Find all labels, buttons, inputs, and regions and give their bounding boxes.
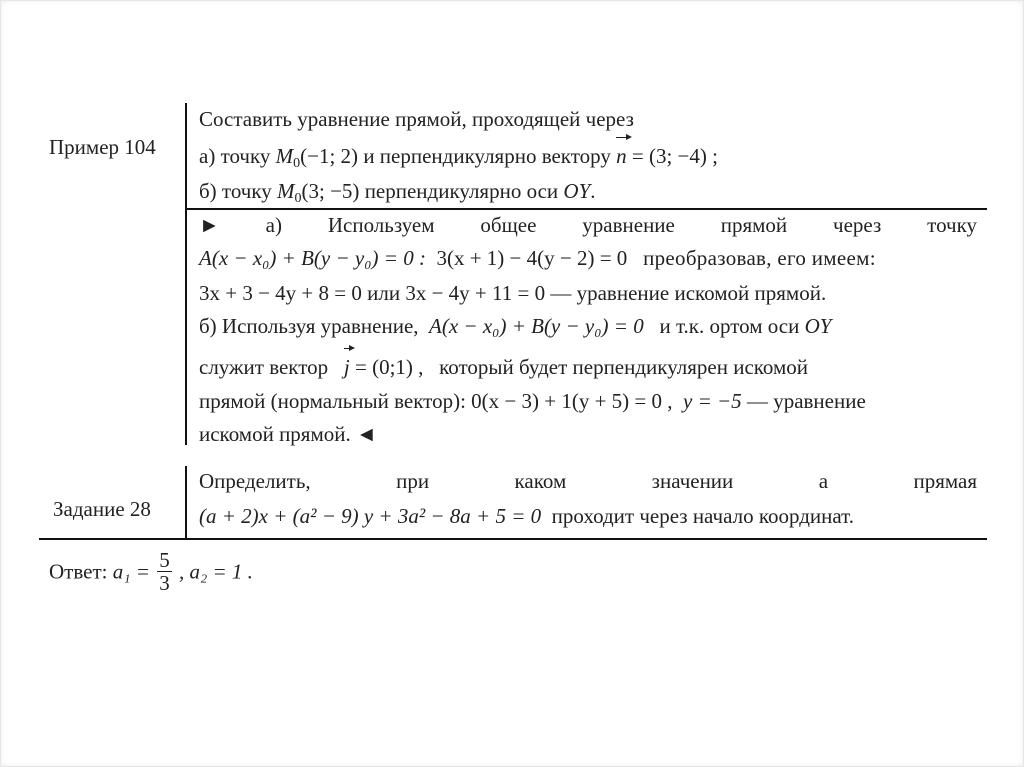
item-a-prefix: а) точку: [199, 144, 271, 168]
item-b-axis: OY: [563, 179, 591, 203]
line5-text: служит вектор: [199, 355, 329, 379]
line2-eq: 3(x + 1) − 4(y − 2) = 0: [436, 246, 628, 270]
line6-text: прямой (нормальный вектор):: [199, 389, 466, 413]
line6-eq2: y = −5: [683, 389, 742, 413]
solution-line-5: [199, 355, 808, 379]
answer: [49, 549, 253, 594]
item-a-point-sub: 0: [293, 156, 301, 171]
line6-eq: 0(x − 3) + 1(y + 5) = 0 ,: [471, 389, 673, 413]
item-b-end: .: [590, 179, 596, 203]
item-b-point-name: M: [277, 179, 295, 203]
fraction-numerator: 5: [159, 548, 170, 572]
line5-vector-value: = (0;1) ,: [349, 355, 424, 379]
example-item-b: [199, 179, 596, 211]
line6-text2: — уравнение: [746, 389, 866, 413]
assignment-divider-vertical: [185, 466, 187, 538]
line2-formula: A(x − x₀) + B(y − y₀) = 0 :: [199, 246, 426, 270]
example-divider-horizontal: [185, 208, 987, 210]
example-divider-vertical: [185, 103, 187, 445]
item-b-middle: перпендикулярно оси: [364, 179, 559, 203]
item-b-point-coords: (3; −5): [301, 179, 360, 203]
assignment-line-1: Определить, при каком значении a прямая: [199, 469, 977, 493]
line3-eq2: 3x − 4y + 11 = 0: [405, 281, 546, 305]
example-item-a: [199, 144, 718, 176]
line2-text: преобразовав, его имеем:: [643, 246, 876, 270]
item-b-point-sub: 0: [294, 191, 302, 206]
item-a-vector-value: = (3; −4) ;: [626, 144, 718, 168]
solution-line-7: искомой прямой. ◄: [199, 422, 377, 446]
solution-line-1: ► а) Используем общее уравнение прямой через точку: [199, 213, 977, 237]
answer-label: Ответ:: [49, 559, 108, 584]
item-b-prefix: б) точку: [199, 179, 272, 203]
line3-eq1: 3x + 3 − 4y + 8 = 0: [199, 281, 362, 305]
answer-a2: , a₂ = 1 .: [178, 559, 253, 584]
solution-line-3: [199, 281, 826, 305]
example-label: Пример 104: [49, 135, 156, 159]
vector-j: j: [343, 355, 350, 379]
example-task-intro: Составить уравнение прямой, проходящей через: [199, 107, 634, 131]
solution-line-4: [199, 314, 831, 338]
fraction-denominator: 3: [159, 571, 170, 595]
line3-or: или: [367, 281, 401, 305]
line4-text: б) Используя уравнение,: [199, 314, 419, 338]
assignment-divider-horizontal: [39, 538, 987, 540]
item-a-middle: и перпендикулярно вектору: [363, 144, 611, 168]
answer-fraction: [157, 549, 172, 594]
assignment-text: проходит через начало координат.: [551, 504, 854, 528]
solution-line-2: [199, 246, 876, 270]
solution-line-6: [199, 389, 866, 413]
assignment-line-2: [199, 504, 854, 528]
item-a-point-name: M: [275, 144, 294, 168]
assignment-eq: (a + 2)x + (a² − 9) y + 3a² − 8a + 5 = 0: [199, 504, 542, 528]
answer-a1: a₁ =: [112, 559, 150, 584]
item-a-point-coords: (−1; 2): [300, 144, 359, 168]
line4-text2: и т.к. ортом оси: [659, 314, 800, 338]
line5-text2: который будет перпендикулярен искомой: [439, 355, 809, 379]
line3-text: — уравнение искомой прямой.: [550, 281, 827, 305]
line4-formula: A(x − x₀) + B(y − y₀) = 0: [429, 314, 644, 338]
vector-n: n: [616, 144, 627, 168]
assignment-label: Задание 28: [53, 497, 151, 521]
line4-axis: OY: [804, 314, 832, 338]
